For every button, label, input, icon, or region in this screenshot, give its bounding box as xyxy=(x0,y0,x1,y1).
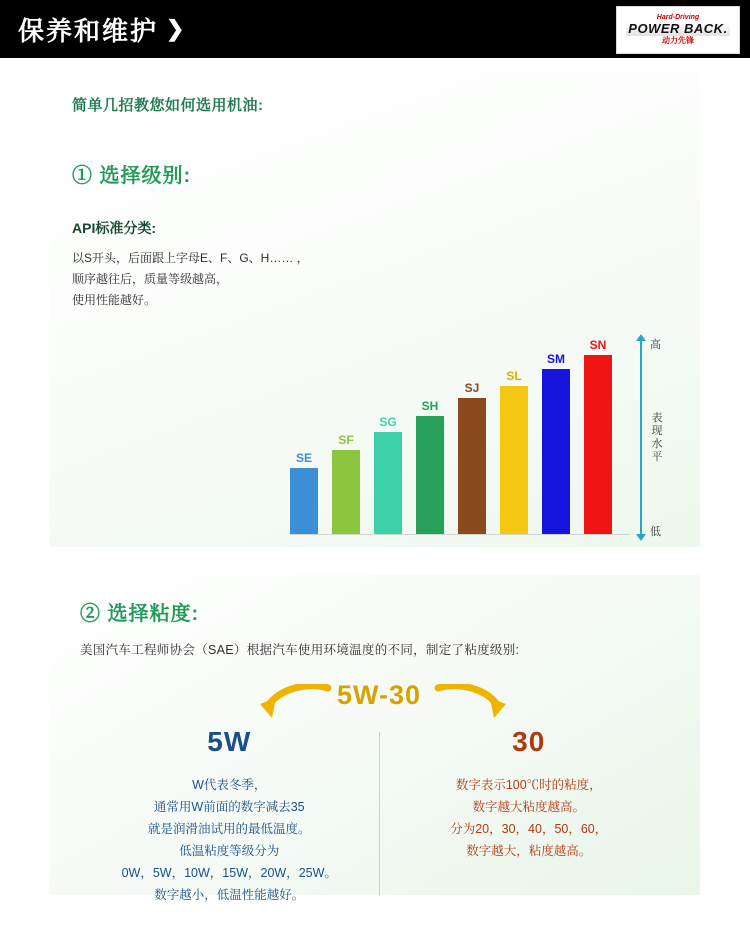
viscosity-left-line: 数字越小，低温性能越好。 xyxy=(154,888,305,902)
viscosity-left-line: 0W，5W，10W，15W，20W，25W。 xyxy=(121,866,337,880)
viscosity-right-line: 数字越大，粘度越高。 xyxy=(466,844,592,858)
arrow-left-curve-icon xyxy=(258,684,332,718)
bar-column xyxy=(290,451,318,535)
bar-column xyxy=(374,415,402,535)
viscosity-left-line: W代表冬季， xyxy=(192,778,267,792)
bar-rect xyxy=(332,450,360,535)
viscosity-column-right xyxy=(380,726,679,906)
bar-rect xyxy=(500,386,528,535)
viscosity-right-head: 30 xyxy=(512,726,546,757)
section-select-grade xyxy=(50,72,700,547)
bar-column xyxy=(584,338,612,535)
viscosity-right-body xyxy=(380,774,679,862)
section-select-viscosity xyxy=(50,575,700,902)
bar-label: SJ xyxy=(464,381,480,396)
bar-label: SG xyxy=(379,415,397,430)
chart-baseline xyxy=(290,534,630,535)
brand-logo xyxy=(616,6,740,54)
viscosity-right-line: 数字越大粘度越高。 xyxy=(472,800,585,814)
axis-arrow-up-icon xyxy=(636,334,646,341)
grade-code: 5W-30 xyxy=(337,680,421,710)
bar-rect xyxy=(416,416,444,535)
bar-series xyxy=(290,340,630,535)
viscosity-right-line: 分为20，30，40，50，60， xyxy=(450,822,608,836)
viscosity-columns xyxy=(80,726,678,906)
bar-rect xyxy=(542,369,570,535)
api-desc-line: 使用性能越好。 xyxy=(72,293,157,307)
api-standard-title: API标准分类: xyxy=(72,220,156,236)
step-one-title: ① 选择级别: xyxy=(72,165,192,187)
viscosity-left-line: 低温粘度等级分为 xyxy=(179,844,280,858)
brand-logo-subname: 动力先锋 xyxy=(662,36,694,45)
bar-rect xyxy=(374,432,402,535)
bar-label: SM xyxy=(547,352,565,367)
viscosity-left-line: 通常用W前面的数字减去35 xyxy=(153,800,305,814)
bar-column xyxy=(500,369,528,535)
brand-logo-tagline: Hard-Driving xyxy=(656,14,700,21)
api-grade-bar-chart xyxy=(290,338,670,538)
viscosity-left-line: 就是润滑油试用的最低温度。 xyxy=(147,822,311,836)
api-standard-description xyxy=(72,248,680,311)
sae-description: 美国汽车工程师协会（SAE）根据汽车使用环境温度的不同，制定了粘度级别: xyxy=(80,643,520,657)
bar-label: SN xyxy=(589,338,607,352)
grade-row xyxy=(80,678,678,724)
api-desc-line: 以S开头，后面跟上字母E、F、G、H…… ， xyxy=(72,251,309,265)
viscosity-column-left xyxy=(80,726,379,906)
bar-rect xyxy=(584,355,612,535)
bar-label: SE xyxy=(295,451,312,466)
viscosity-left-body xyxy=(80,774,379,906)
chevron-right-icon: ❯ xyxy=(166,16,185,41)
step-two-title: ② 选择粘度: xyxy=(80,603,200,625)
bar-column xyxy=(332,433,360,535)
viscosity-left-head: 5W xyxy=(207,726,252,757)
page-title: 保养和维护 xyxy=(18,15,159,46)
bar-rect xyxy=(458,398,486,535)
axis-label-low: 低 xyxy=(650,526,661,538)
brand-logo-name: POWER BACK. xyxy=(628,21,728,36)
axis-label-high: 高 xyxy=(650,339,661,351)
intro-text: 简单几招教您如何选用机油: xyxy=(72,97,264,114)
bar-label: SH xyxy=(421,399,439,414)
bar-rect xyxy=(290,468,318,535)
axis-title-performance: 表现水平 xyxy=(651,412,663,463)
performance-axis xyxy=(640,340,642,535)
page-header xyxy=(0,0,750,58)
api-desc-line: 顺序越往后，质量等级越高， xyxy=(72,272,229,286)
viscosity-right-line: 数字表示100℃时的粘度， xyxy=(455,778,602,792)
bar-column xyxy=(542,352,570,535)
bar-label: SL xyxy=(506,368,522,383)
bar-label: SF xyxy=(338,433,354,448)
axis-arrow-down-icon xyxy=(636,534,646,541)
bar-column xyxy=(416,399,444,535)
arrow-right-curve-icon xyxy=(434,684,508,718)
bar-column xyxy=(458,381,486,535)
